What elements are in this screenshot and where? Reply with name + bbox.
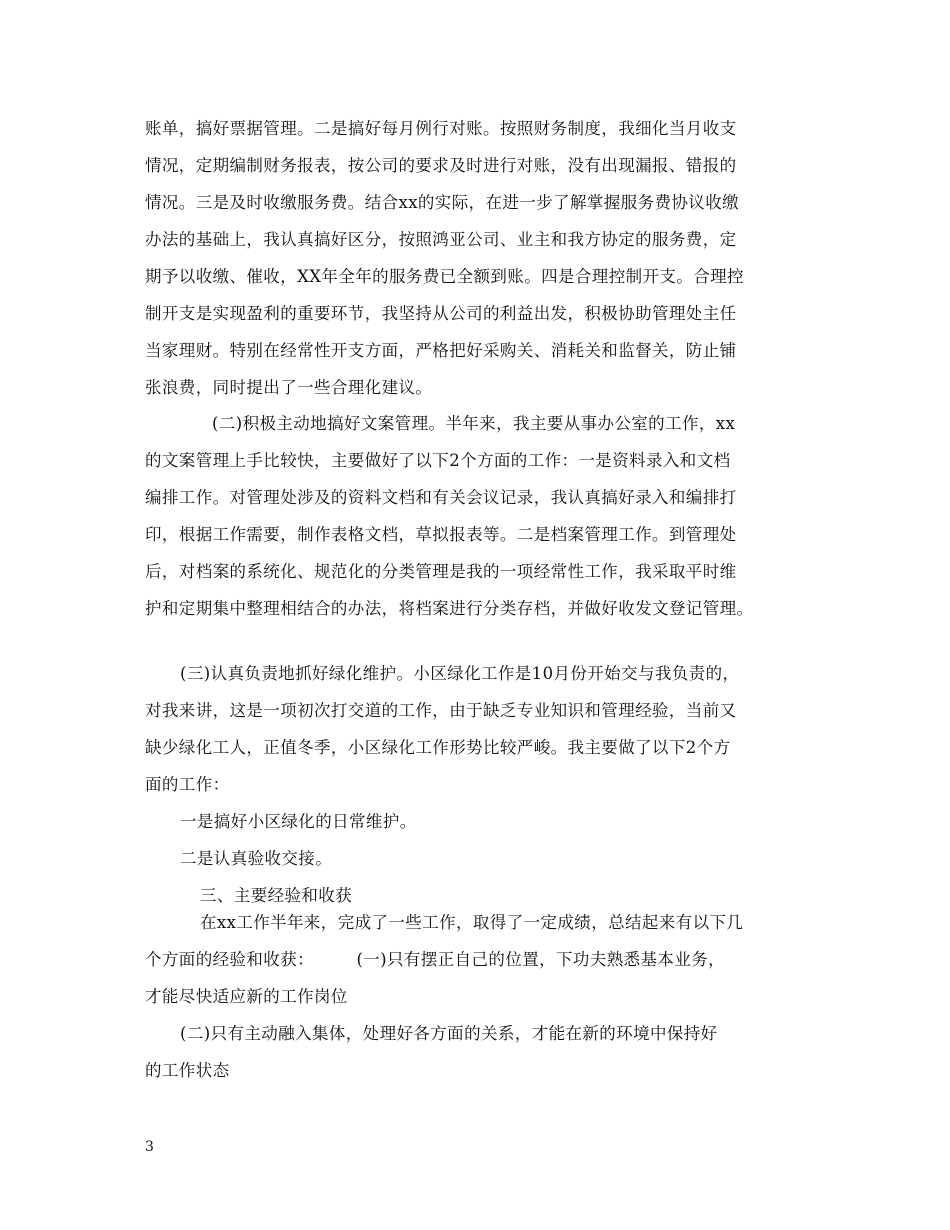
text-line: 个方面的经验和收获： (一)只有摆正自己的位置，下功夫熟悉基本业务， [145, 950, 726, 969]
text-line: 一是搞好小区绿化的日常维护。 [180, 812, 417, 831]
text-line: 后，对档案的系统化、规范化的分类管理是我的一项经常性工作，我采取平时维 [145, 562, 737, 581]
text-line: 才能尽快适应新的工作岗位 [145, 987, 348, 1006]
text-line: 缺少绿化工人，正值冬季，小区绿化工作形势比较严峻。我主要做了以下2个方 [145, 738, 731, 757]
text-line: (三)认真负责地抓好绿化维护。小区绿化工作是10月份开始交与我负责的， [180, 664, 740, 683]
text-line: 的工作状态 [145, 1061, 230, 1080]
text-line: 账单，搞好票据管理。二是搞好每月例行对账。按照财务制度，我细化当月收支 [145, 119, 737, 138]
text-line: 制开支是实现盈利的重要环节，我坚持从公司的利益出发，积极协助管理处主任 [145, 304, 737, 323]
text-line: 的文案管理上手比较快，主要做好了以下2个方面的工作：一是资料录入和文档 [145, 451, 731, 470]
text-line: 在xx工作半年来，完成了一些工作，取得了一定成绩，总结起来有以下几 [200, 913, 744, 932]
text-line: 印，根据工作需要，制作表格文档，草拟报表等。二是档案管理工作。到管理处 [145, 525, 737, 544]
text-line: 张浪费，同时提出了一些合理化建议。 [145, 378, 433, 397]
page-number: 3 [145, 1139, 154, 1155]
text-line: 当家理财。特别在经常性开支方面，严格把好采购关、消耗关和监督关，防止铺 [145, 341, 737, 360]
text-line: 二是认真验收交接。 [180, 849, 333, 868]
text-line: 情况。三是及时收缴服务费。结合xx的实际，在进一步了解掌握服务费协议收缴 [145, 193, 740, 212]
text-line: 情况，定期编制财务报表，按公司的要求及时进行对账，没有出现漏报、错报的 [145, 156, 737, 175]
text-line: (二)只有主动融入集体，处理好各方面的关系，才能在新的环境中保持好 [180, 1024, 718, 1043]
text-line: 办法的基础上，我认真搞好区分，按照鸿亚公司、业主和我方协定的服务费，定 [145, 230, 737, 249]
text-line: (二)积极主动地搞好文案管理。半年来，我主要从事办公室的工作，xx [212, 414, 736, 433]
section-heading: 三、主要经验和收获 [200, 886, 353, 905]
text-line: 面的工作： [145, 775, 230, 794]
text-line: 期予以收缴、催收，XX年全年的服务费已全额到账。四是合理控制开支。合理控 [145, 267, 744, 286]
text-line: 对我来讲，这是一项初次打交道的工作，由于缺乏专业知识和管理经验，当前又 [145, 701, 737, 720]
text-line: 编排工作。对管理处涉及的资料文档和有关会议记录，我认真搞好录入和编排打 [145, 488, 737, 507]
text-line: 护和定期集中整理相结合的办法，将档案进行分类存档，并做好收发文登记管理。 [145, 599, 754, 618]
